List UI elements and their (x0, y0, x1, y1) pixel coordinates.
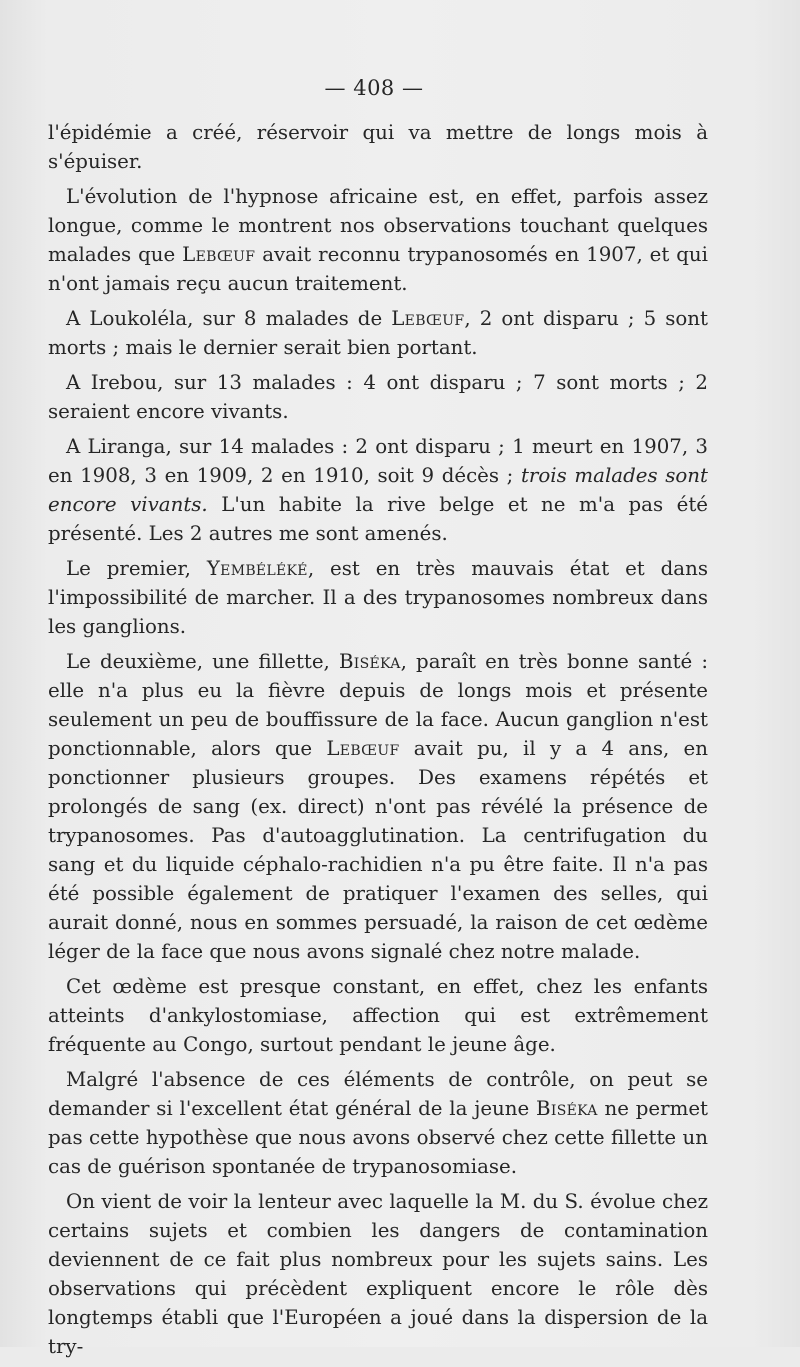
paragraph-continuation: l'épidémie a créé, réservoir qui va mettre de longs mois à s'épuiser. (48, 121, 708, 173)
patient-name: Yembéléké (206, 557, 308, 580)
page-number: — 408 — (324, 76, 424, 100)
paragraph-loukolela: A Loukoléla, sur 8 malades de Lebœuf, 2 ont disparu ; 5 sont morts ; mais le dernier serait bien portant. (48, 307, 708, 359)
patient-name: Biséka (536, 1097, 598, 1120)
author-name: Lebœuf (391, 307, 465, 330)
paragraph-liranga: A Liranga, sur 14 malades : 2 ont disparu ; 1 meurt en 1907, 3 en 1908, 3 en 1909, 2 en 1910, soit 9 décès ; trois malades sont encore vivants. L'un habite la rive belge et ne m'a pas été présenté. Les 2 autres me sont amenés. (48, 435, 708, 545)
paragraph-deuxieme: Le deuxième, une fillette, Biséka, paraît en très bonne santé : elle n'a plus eu la fièvre depuis de longs mois et présente seulement un peu de bouffissure de la face. Aucun ganglion n'est ponctionnable, alors que Lebœuf avait pu, il y a 4 ans, en ponctionner plusieurs groupes. Des examens répétés et prolongés de sang (ex. direct) n'ont pas révélé la présence de trypanosomes. Pas d'autoagglutination. La centrifugation du sang et du liquide céphalo-rachidien n'a pu être faite. Il n'a pas été possible également de pratiquer l'examen des selles, qui aurait donné, nous en sommes persuadé, la raison de cet œdème léger de la face que nous avons signalé chez notre malade. (48, 650, 708, 963)
author-name: Lebœuf (182, 243, 256, 266)
page-body (48, 118, 708, 1367)
paragraph-oedeme: Cet œdème est presque constant, en effet, chez les enfants atteints d'ankylostomiase, affection qui est extrêmement fréquente au Congo, surtout pendant le jeune âge. (48, 975, 708, 1056)
paragraph-malgre: Malgré l'absence de ces éléments de contrôle, on peut se demander si l'excellent état général de la jeune Biséka ne permet pas cette hypothèse que nous avons observé chez cette fillette un cas de guérison spontanée de trypanosomiase. (48, 1068, 708, 1178)
paragraph-irebou: A Irebou, sur 13 malades : 4 ont disparu ; 7 sont morts ; 2 seraient encore vivants. (48, 371, 708, 423)
paragraph-premier: Le premier, Yembéléké, est en très mauvais état et dans l'impossibilité de marcher. Il a des trypanosomes nombreux dans les ganglions. (48, 557, 708, 638)
italic-emphasis: trois malades sont encore vivants. (48, 464, 708, 516)
paragraph-lenteur: On vient de voir la lenteur avec laquelle la M. du S. évolue chez certains sujets et combien les dangers de contamination deviennent de ce fait plus nombreux pour les sujets sains. Les observations qui précèdent expliquent encore le rôle dès longtemps établi que l'Européen a joué dans la dispersion de la try- (48, 1190, 708, 1358)
patient-name: Biséka (338, 650, 401, 673)
paragraph-evolution: L'évolution de l'hypnose africaine est, en effet, parfois assez longue, comme le montrent nos observations touchant quelques malades que Lebœuf avait reconnu trypanosomés en 1907, et qui n'ont jamais reçu aucun traitement. (48, 185, 708, 295)
author-name: Lebœuf (326, 737, 400, 760)
